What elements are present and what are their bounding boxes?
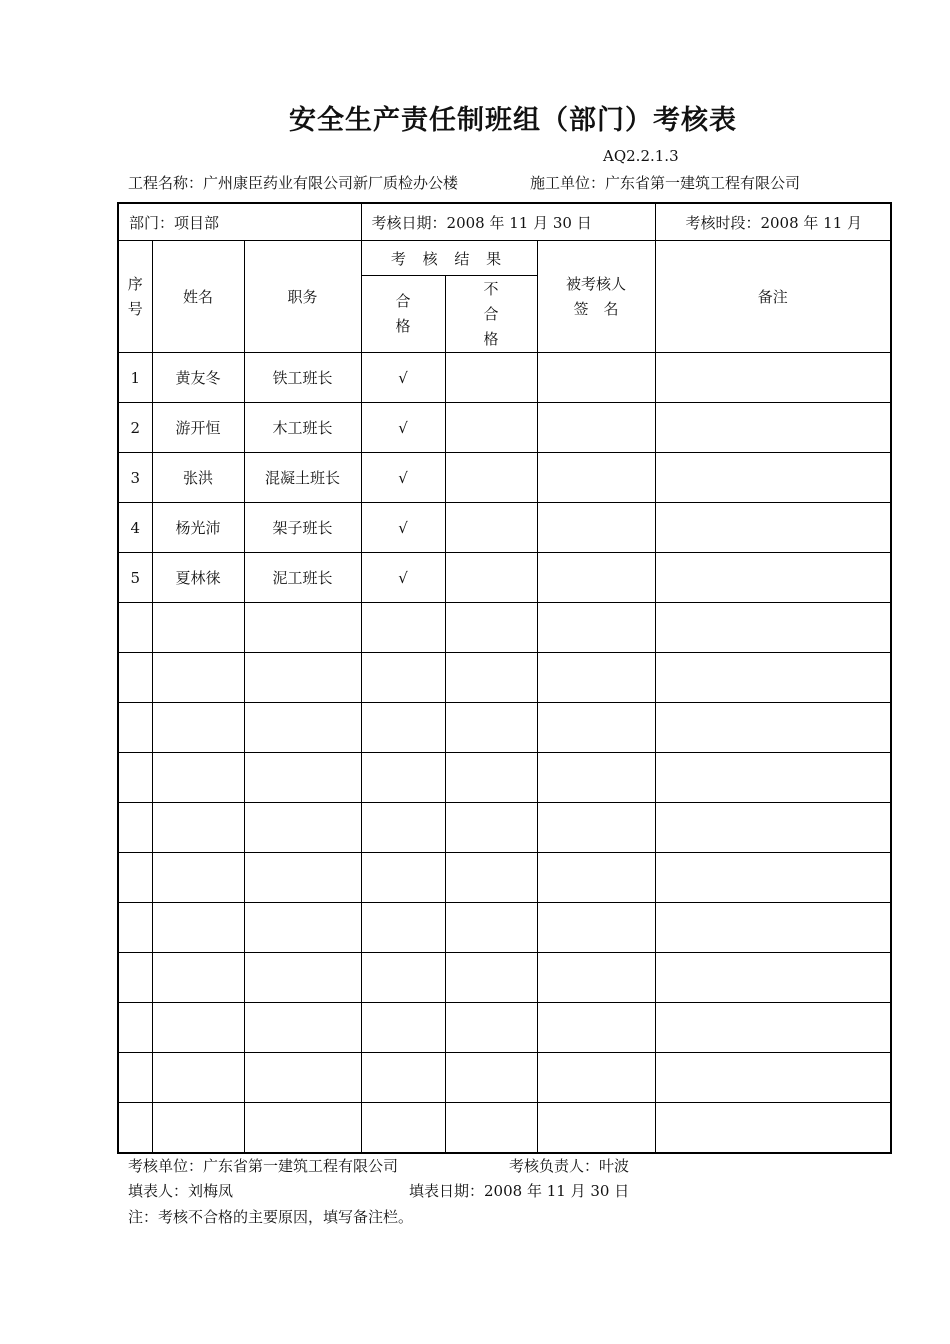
pass-cell [361, 1053, 445, 1103]
remark-cell [655, 903, 891, 953]
exam-leader: 考核负责人：叶波 [509, 1157, 630, 1175]
pass-cell [361, 1003, 445, 1053]
fail-cell [445, 403, 537, 453]
meta-row [118, 203, 891, 241]
fail-cell [445, 703, 537, 753]
position-cell [244, 753, 361, 803]
pass-cell [361, 903, 445, 953]
fail-cell [445, 653, 537, 703]
position-cell: 架子班长 [244, 503, 361, 553]
position-cell: 铁工班长 [244, 353, 361, 403]
header-pass: 合 格 [361, 276, 445, 353]
fail-cell [445, 603, 537, 653]
seq-cell: 3 [118, 453, 152, 503]
name-cell [152, 1053, 244, 1103]
seq-cell [118, 1103, 152, 1154]
remark-cell [655, 353, 891, 403]
pass-cell [361, 653, 445, 703]
pass-cell [361, 803, 445, 853]
header-signature: 被考核人 签 名 [537, 241, 655, 353]
signature-cell [537, 453, 655, 503]
position-cell [244, 903, 361, 953]
seq-cell [118, 953, 152, 1003]
remark-cell [655, 1103, 891, 1154]
department-cell: 部门：项目部 [118, 203, 361, 241]
signature-cell [537, 553, 655, 603]
table-row [118, 653, 891, 703]
remark-cell [655, 653, 891, 703]
name-cell [152, 753, 244, 803]
name-cell [152, 853, 244, 903]
project-info [128, 172, 801, 193]
seq-cell [118, 853, 152, 903]
fail-cell [445, 953, 537, 1003]
name-cell [152, 653, 244, 703]
pass-cell: √ [361, 453, 445, 503]
remark-cell [655, 853, 891, 903]
signature-cell [537, 803, 655, 853]
table-row [118, 603, 891, 653]
construction-unit: 施工单位：广东省第一建筑工程有限公司 [530, 174, 801, 192]
footer-line-2 [128, 1180, 630, 1201]
signature-cell [537, 1103, 655, 1154]
pass-cell: √ [361, 403, 445, 453]
pass-cell: √ [361, 503, 445, 553]
signature-cell [537, 503, 655, 553]
position-cell [244, 603, 361, 653]
footer-note: 注：考核不合格的主要原因，填写备注栏。 [128, 1208, 414, 1226]
pass-cell [361, 753, 445, 803]
pass-cell [361, 953, 445, 1003]
fail-cell [445, 1103, 537, 1154]
table-row [118, 903, 891, 953]
name-cell: 张洪 [152, 453, 244, 503]
fail-cell [445, 803, 537, 853]
signature-cell [537, 953, 655, 1003]
signature-cell [537, 853, 655, 903]
name-cell [152, 1003, 244, 1053]
assessment-table [117, 202, 892, 1154]
position-cell: 混凝土班长 [244, 453, 361, 503]
pass-cell: √ [361, 353, 445, 403]
signature-cell [537, 403, 655, 453]
seq-cell [118, 1053, 152, 1103]
remark-cell [655, 803, 891, 853]
table-row [118, 753, 891, 803]
header-row-top [118, 241, 891, 276]
remark-cell [655, 953, 891, 1003]
position-cell [244, 703, 361, 753]
seq-cell: 2 [118, 403, 152, 453]
pass-cell: √ [361, 553, 445, 603]
table-row [118, 703, 891, 753]
table-row [118, 1103, 891, 1154]
remark-cell [655, 403, 891, 453]
position-cell [244, 653, 361, 703]
fail-cell [445, 1053, 537, 1103]
header-result: 考 核 结 果 [361, 241, 537, 276]
header-position: 职务 [244, 241, 361, 353]
table-row [118, 853, 891, 903]
header-seq: 序 号 [118, 241, 152, 353]
seq-cell: 5 [118, 553, 152, 603]
remark-cell [655, 1003, 891, 1053]
pass-cell [361, 603, 445, 653]
position-cell [244, 953, 361, 1003]
seq-cell [118, 903, 152, 953]
name-cell [152, 603, 244, 653]
remark-cell [655, 753, 891, 803]
name-cell: 黄友冬 [152, 353, 244, 403]
signature-cell [537, 603, 655, 653]
name-cell: 游开恒 [152, 403, 244, 453]
filled-by: 填表人：刘梅凤 [128, 1182, 234, 1200]
seq-cell [118, 803, 152, 853]
position-cell: 泥工班长 [244, 553, 361, 603]
pass-cell [361, 853, 445, 903]
remark-cell [655, 553, 891, 603]
name-cell [152, 953, 244, 1003]
position-cell: 木工班长 [244, 403, 361, 453]
pass-cell [361, 1103, 445, 1154]
seq-cell [118, 653, 152, 703]
seq-cell [118, 703, 152, 753]
header-fail: 不 合 格 [445, 276, 537, 353]
exam-period-cell: 考核时段：2008 年 11 月 [655, 203, 891, 241]
name-cell: 杨光沛 [152, 503, 244, 553]
signature-cell [537, 703, 655, 753]
seq-cell: 4 [118, 503, 152, 553]
fail-cell [445, 903, 537, 953]
exam-date-cell: 考核日期：2008 年 11 月 30 日 [361, 203, 655, 241]
signature-cell [537, 353, 655, 403]
table-row [118, 1053, 891, 1103]
footer-line-1 [128, 1155, 630, 1176]
table-row [118, 803, 891, 853]
name-cell [152, 703, 244, 753]
fail-cell [445, 553, 537, 603]
position-cell [244, 803, 361, 853]
fail-cell [445, 853, 537, 903]
table-row [118, 553, 891, 603]
table-row [118, 1003, 891, 1053]
signature-cell [537, 903, 655, 953]
signature-cell [537, 753, 655, 803]
header-remark: 备注 [655, 241, 891, 353]
remark-cell [655, 603, 891, 653]
table-row [118, 403, 891, 453]
table-row [118, 953, 891, 1003]
fail-cell [445, 503, 537, 553]
exam-unit: 考核单位：广东省第一建筑工程有限公司 [128, 1157, 399, 1175]
seq-cell: 1 [118, 353, 152, 403]
fail-cell [445, 1003, 537, 1053]
position-cell [244, 1103, 361, 1154]
header-name: 姓名 [152, 241, 244, 353]
remark-cell [655, 453, 891, 503]
remark-cell [655, 1053, 891, 1103]
name-cell [152, 903, 244, 953]
name-cell [152, 1103, 244, 1154]
signature-cell [537, 1003, 655, 1053]
position-cell [244, 853, 361, 903]
remark-cell [655, 503, 891, 553]
name-cell [152, 803, 244, 853]
signature-cell [537, 653, 655, 703]
name-cell: 夏林徕 [152, 553, 244, 603]
fail-cell [445, 353, 537, 403]
table-row [118, 453, 891, 503]
fail-cell [445, 453, 537, 503]
project-name: 工程名称：广州康臣药业有限公司新厂质检办公楼 [128, 174, 459, 192]
table-row [118, 353, 891, 403]
table-row [118, 503, 891, 553]
remark-cell [655, 703, 891, 753]
form-code: AQ2.2.1.3 [603, 147, 679, 165]
seq-cell [118, 753, 152, 803]
fill-date: 填表日期：2008 年 11 月 30 日 [409, 1182, 630, 1200]
pass-cell [361, 703, 445, 753]
seq-cell [118, 603, 152, 653]
position-cell [244, 1003, 361, 1053]
page-title: 安全生产责任制班组（部门）考核表 [289, 105, 737, 136]
fail-cell [445, 753, 537, 803]
signature-cell [537, 1053, 655, 1103]
seq-cell [118, 1003, 152, 1053]
position-cell [244, 1053, 361, 1103]
